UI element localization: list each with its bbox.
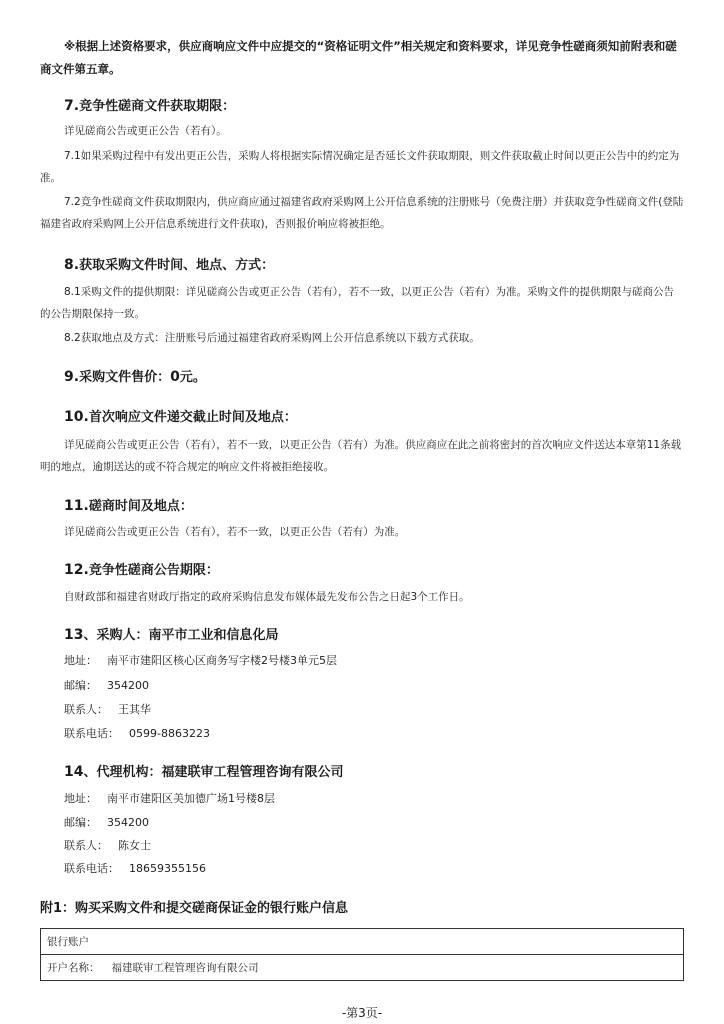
section-13-number: 13 bbox=[64, 627, 84, 643]
section-10-heading bbox=[64, 408, 297, 427]
section-11-title: 磋商时间及地点： bbox=[88, 499, 193, 514]
section-9-unit: 元。 bbox=[179, 370, 206, 385]
qualification-note: ※根据上述资格要求，供应商响应文件中应提交的“资格证明文件”相关规定和资料要求，详见竞争性磋商须知前附表和磋商文件第五章。 bbox=[40, 39, 677, 76]
section-9-number: 9. bbox=[64, 369, 80, 385]
section-10-paragraph: 详见磋商公告或更正公告（若有），若不一致，以更正公告（若有）为准。供应商应在此之前将密封的首次响应文件送达本章第11条载明的地点，逾期送达的或不符合规定的响应文件将被拒绝接收。 bbox=[40, 439, 682, 473]
purchaser-phone-value: 0599-8863223 bbox=[129, 727, 210, 740]
section-9-title: 采购文件售价： bbox=[79, 370, 171, 385]
section-12-paragraph: 自财政部和福建省财政厅指定的政府采购信息发布媒体最先发布公告之日起3个工作日。 bbox=[64, 591, 470, 603]
appendix-title: 附1：购买采购文件和提交磋商保证金的银行账户信息 bbox=[40, 901, 349, 916]
agency-contact-label: 联系人： bbox=[64, 839, 108, 852]
purchaser-postcode-label: 邮编： bbox=[64, 679, 97, 692]
agency-phone bbox=[64, 861, 206, 877]
section-8-2-paragraph: 8.2获取地点及方式：注册账号后通过福建省政府采购网上公开信息系统以下载方式获取。 bbox=[64, 332, 480, 344]
agency-address-label: 地址： bbox=[64, 792, 97, 805]
section-7-title: 竞争性磋商文件获取期限： bbox=[79, 99, 236, 114]
agency-address-value: 南平市建阳区美加德广场1号楼8层 bbox=[107, 792, 275, 805]
purchaser-contact bbox=[64, 702, 151, 718]
account-name-value: 福建联审工程管理咨询有限公司 bbox=[111, 962, 259, 974]
agency-contact-value: 陈女士 bbox=[118, 839, 151, 852]
purchaser-postcode bbox=[64, 678, 149, 694]
purchaser-address-label: 地址： bbox=[64, 654, 97, 667]
section-14-title: 、代理机构：福建联审工程管理咨询有限公司 bbox=[83, 765, 344, 780]
agency-phone-label: 联系电话： bbox=[64, 862, 119, 875]
account-name-label: 开户名称： bbox=[47, 962, 100, 974]
purchaser-address bbox=[64, 653, 337, 669]
bank-account-table bbox=[40, 928, 684, 981]
section-12-title: 竞争性磋商公告期限： bbox=[88, 563, 219, 578]
section-8-1-paragraph: 8.1采购文件的提供期限：详见磋商公告或更正公告（若有），若不一致，以更正公告（若有）为准。采购文件的提供期限与磋商公告的公告期限保持一致。 bbox=[40, 286, 674, 320]
account-name-cell bbox=[41, 955, 684, 981]
bank-account-header-cell: 银行账户 bbox=[41, 929, 684, 955]
page-number: -第3页- bbox=[341, 1006, 383, 1020]
section-7-1-paragraph: 7.1如果采购过程中有发出更正公告，采购人将根据实际情况确定是否延长文件获取期限，则文件获取截止时间以更正公告中的约定为准。 bbox=[40, 150, 680, 184]
section-10-title: 首次响应文件递交截止时间及地点： bbox=[88, 410, 297, 425]
section-14-number: 14 bbox=[64, 764, 84, 780]
section-8-heading bbox=[64, 256, 274, 275]
agency-phone-value: 18659355156 bbox=[129, 862, 206, 875]
purchaser-contact-value: 王其华 bbox=[118, 703, 151, 716]
section-7-heading bbox=[64, 97, 235, 116]
purchaser-phone-label: 联系电话： bbox=[64, 727, 119, 740]
agency-postcode-label: 邮编： bbox=[64, 816, 97, 829]
section-12-number: 12. bbox=[64, 562, 89, 578]
section-8-title: 获取采购文件时间、地点、方式： bbox=[79, 258, 275, 273]
table-row bbox=[41, 955, 684, 981]
section-13-heading bbox=[64, 626, 279, 645]
purchaser-address-value: 南平市建阳区核心区商务写字楼2号楼3单元5层 bbox=[107, 654, 337, 667]
purchaser-postcode-value: 354200 bbox=[107, 679, 149, 692]
section-11-number: 11. bbox=[64, 498, 89, 514]
section-8-number: 8. bbox=[64, 257, 80, 273]
agency-contact bbox=[64, 838, 151, 854]
section-13-title: 、采购人：南平市工业和信息化局 bbox=[83, 628, 279, 643]
section-9-heading bbox=[64, 368, 206, 387]
purchaser-phone bbox=[64, 726, 210, 742]
section-7-2-paragraph: 7.2竞争性磋商文件获取期限内，供应商应通过福建省政府采购网上公开信息系统的注册账号（免费注册）并获取竞争性磋商文件(登陆福建省政府采购网上公开信息系统进行文件获取)，否则报价响应将被拒绝。 bbox=[40, 196, 684, 230]
agency-postcode-value: 354200 bbox=[107, 816, 149, 829]
section-11-heading bbox=[64, 497, 193, 516]
section-14-heading bbox=[64, 763, 344, 782]
section-9-price: 0 bbox=[170, 369, 180, 385]
section-7-paragraph: 详见磋商公告或更正公告（若有）。 bbox=[64, 125, 227, 137]
table-row bbox=[41, 929, 684, 955]
section-11-paragraph: 详见磋商公告或更正公告（若有），若不一致，以更正公告（若有）为准。 bbox=[64, 526, 406, 538]
section-10-number: 10. bbox=[64, 409, 89, 425]
agency-address bbox=[64, 791, 275, 807]
section-12-heading bbox=[64, 561, 219, 580]
purchaser-contact-label: 联系人： bbox=[64, 703, 108, 716]
agency-postcode bbox=[64, 815, 149, 831]
section-7-number: 7. bbox=[64, 98, 80, 114]
